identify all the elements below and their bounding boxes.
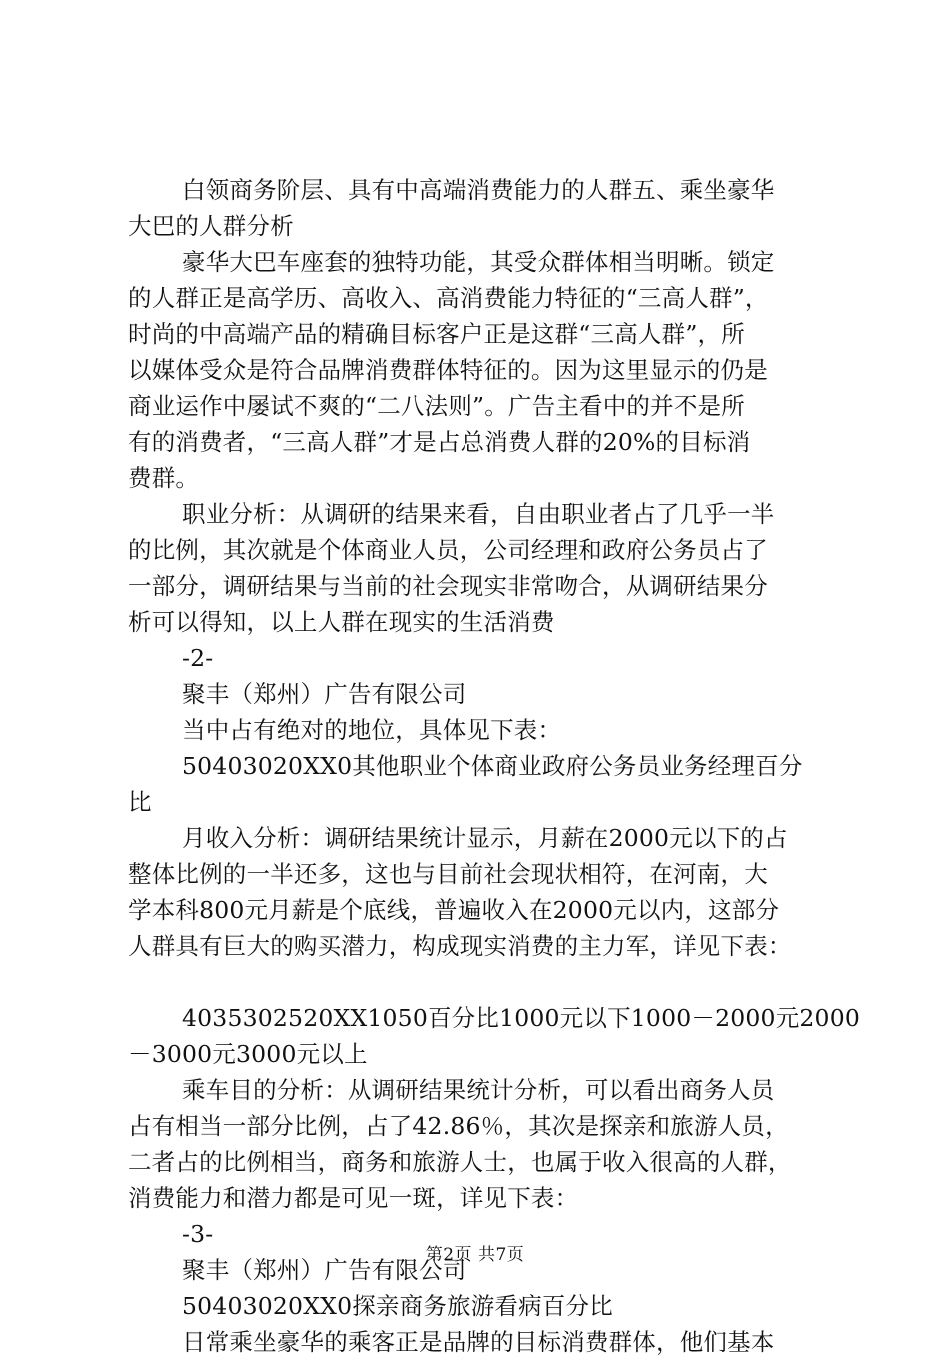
body-line: 的人群正是高学历、高收入、高消费能力特征的“三高人群”， [128,284,769,312]
body-line: 职业分析：从调研的结果来看，自由职业者占了几乎一半 [182,500,775,528]
body-line: 占有相当一部分比例，占了42.86％，其次是探亲和旅游人员， [128,1112,789,1140]
body-line: 有的消费者，“三高人群”才是占总消费人群的20%的目标消 [128,428,751,456]
page-number-marker: -3- [182,1220,214,1248]
body-line: 的比例，其次就是个体商业人员，公司经理和政府公务员占了 [128,536,768,564]
page-number-marker: -2- [182,644,214,672]
body-line: 乘车目的分析：从调研结果统计分析，可以看出商务人员 [182,1076,775,1104]
body-line: 商业运作中屡试不爽的“二八法则”。广告主看中的并不是所 [128,392,745,420]
document-body [128,172,861,1360]
body-line: 时尚的中高端产品的精确目标客户正是这群“三高人群”，所 [128,320,745,348]
body-line: 以媒体受众是符合品牌消费群体特征的。因为这里显示的仍是 [128,356,768,384]
company-header: 聚丰（郑州）广告有限公司 [182,1256,467,1284]
body-line: 月收入分析：调研结果统计显示，月薪在2000元以下的占 [182,824,788,852]
body-line: 日常乘坐豪华的乘客正是品牌的目标消费群体，他们基本 [182,1328,775,1356]
body-line: 白领商务阶层、具有中高端消费能力的人群五、乘坐豪华 [182,176,775,204]
body-line: 一部分，调研结果与当前的社会现实非常吻合，从调研结果分 [128,572,768,600]
body-line: 消费能力和潜力都是可见一斑，详见下表： [128,1184,579,1212]
body-line: 学本科800元月薪是个底线，普遍收入在2000元以内，这部分 [128,896,780,924]
body-line: 费群。 [128,464,200,492]
body-line: 豪华大巴车座套的独特功能，其受众群体相当明晰。锁定 [182,248,775,276]
company-header: 聚丰（郑州）广告有限公司 [182,680,467,708]
page-footer: 第2页 共7页 [425,1245,525,1265]
body-line: 当中占有绝对的地位，具体见下表： [182,716,562,744]
blank-line [128,964,834,1000]
table-residue-line: 4035302520XX1050百分比1000元以下1000－2000元2000 [182,1004,861,1032]
table-residue-line: 50403020XX0其他职业个体商业政府公务员业务经理百分 [182,752,803,780]
table-residue-line: 50403020XX0探亲商务旅游看病百分比 [182,1292,613,1320]
body-line: 人群具有巨大的购买潜力，构成现实消费的主力军，详见下表： [128,932,792,960]
body-line: 大巴的人群分析 [128,212,294,240]
table-residue-line: －3000元3000元以上 [128,1040,368,1068]
body-line: 析可以得知，以上人群在现实的生活消费 [128,608,555,636]
table-residue-line: 比 [128,788,152,816]
body-line: 整体比例的一半还多，这也与目前社会现状相符，在河南，大 [128,860,768,888]
body-line: 二者占的比例相当，商务和旅游人士，也属于收入很高的人群， [128,1148,792,1176]
